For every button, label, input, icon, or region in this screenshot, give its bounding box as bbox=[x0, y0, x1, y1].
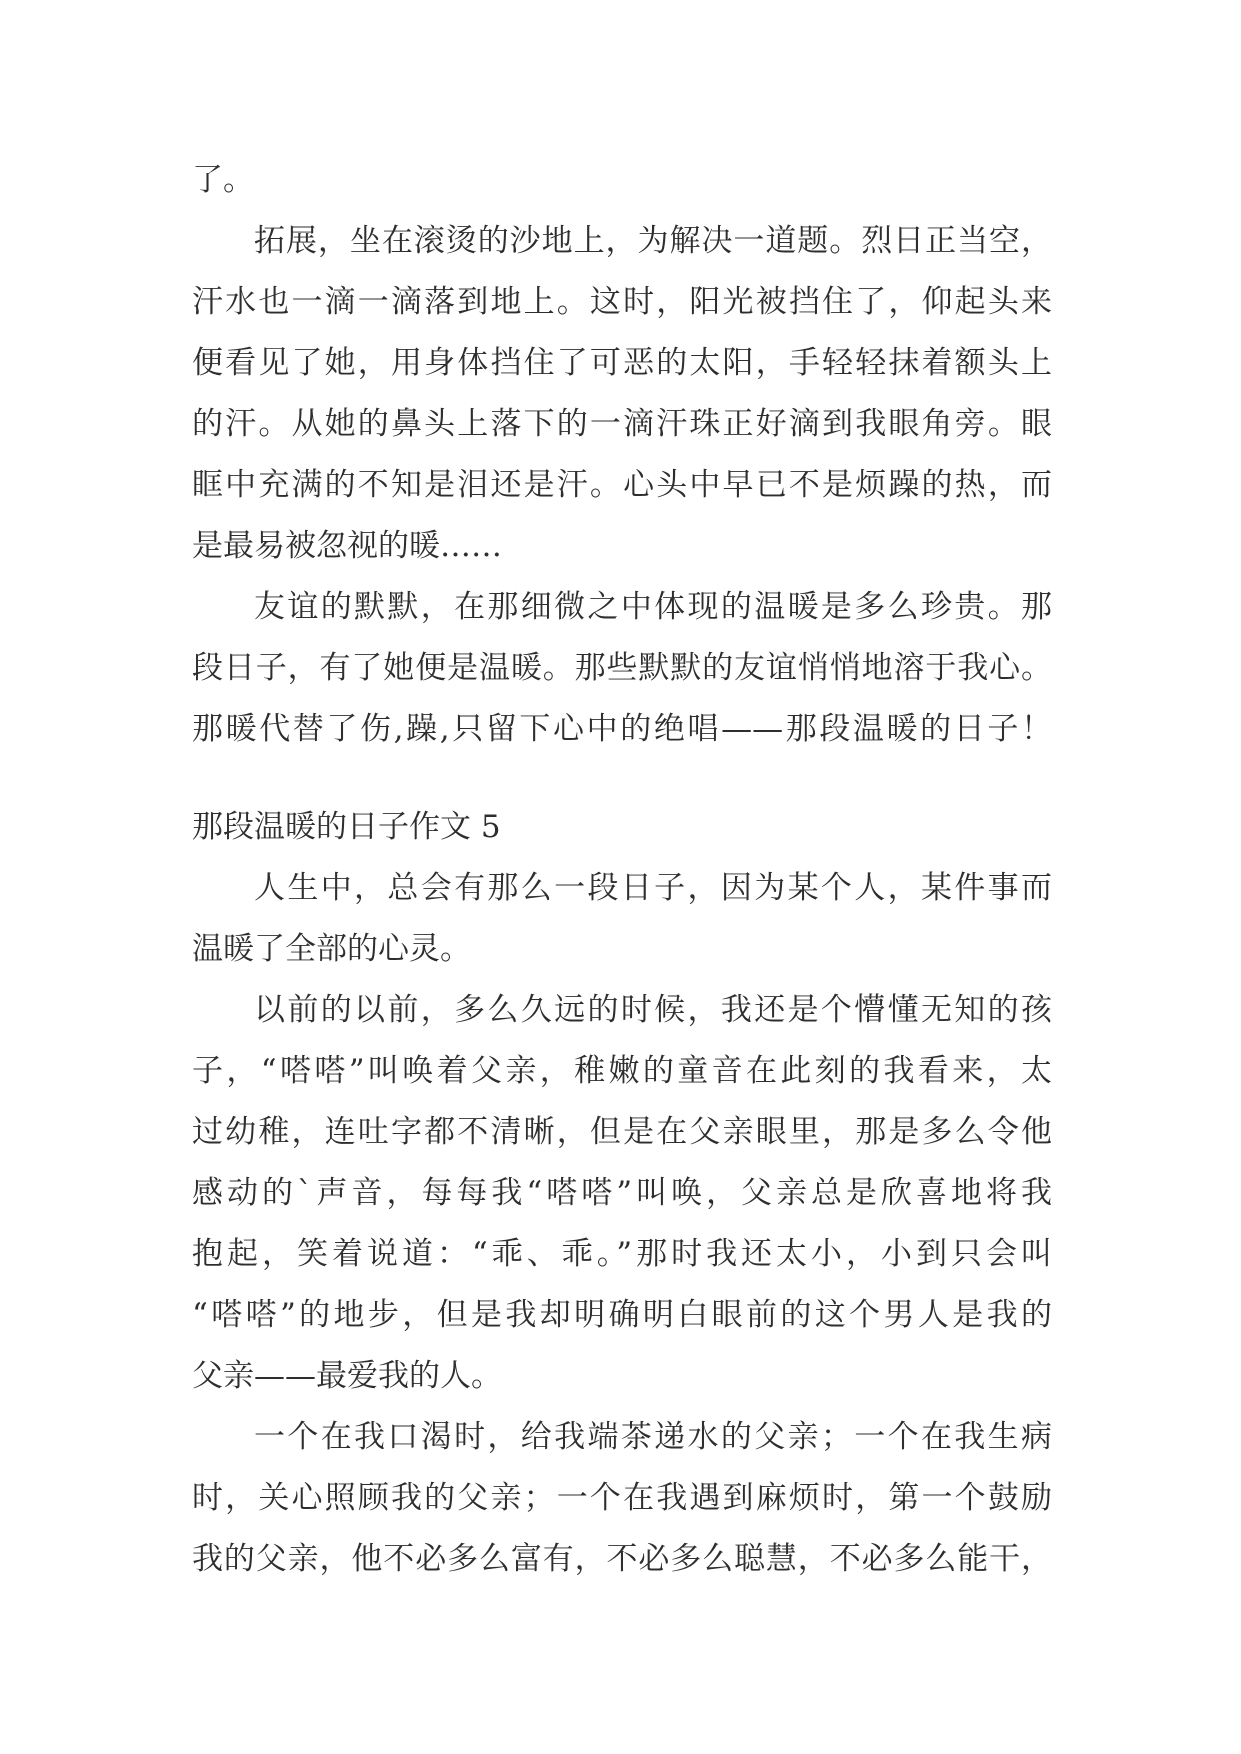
text-line: 抱起，笑着说道：“乖、乖。”那时我还太小，小到只会叫 bbox=[192, 1236, 1052, 1272]
paragraph-first-line: 友谊的默默，在那细微之中体现的温暖是多么珍贵。那 bbox=[254, 589, 1052, 625]
text-line: 温暖了全部的心灵。 bbox=[192, 931, 471, 967]
text-line: 便看见了她，用身体挡住了可恶的太阳，手轻轻抹着额头上 bbox=[192, 345, 1052, 381]
text-line: 父亲——最爱我的人。 bbox=[192, 1358, 502, 1394]
text-line: 汗水也一滴一滴落到地上。这时，阳光被挡住了，仰起头来 bbox=[192, 284, 1052, 320]
text-line: “嗒嗒”的地步，但是我却明确明白眼前的这个男人是我的 bbox=[192, 1297, 1052, 1333]
text-line: 时，关心照顾我的父亲；一个在我遇到麻烦时，第一个鼓励 bbox=[192, 1480, 1052, 1516]
text-line: 的汗。从她的鼻头上落下的一滴汗珠正好滴到我眼角旁。眼 bbox=[192, 406, 1052, 442]
text-line: 是最易被忽视的暖…… bbox=[192, 528, 502, 564]
paragraph-first-line: 拓展，坐在滚烫的沙地上，为解决一道题。烈日正当空， bbox=[254, 223, 1052, 259]
text-line: 子，“嗒嗒”叫唤着父亲，稚嫩的童音在此刻的我看来，太 bbox=[192, 1053, 1052, 1089]
text-line: 我的父亲，他不必多么富有，不必多么聪慧，不必多么能干， bbox=[192, 1541, 1052, 1577]
text-line: 感动的`声音，每每我“嗒嗒”叫唤，父亲总是欣喜地将我 bbox=[192, 1175, 1052, 1211]
text-line: 了。 bbox=[192, 162, 254, 198]
section-heading: 那段温暖的日子作文 5 bbox=[192, 809, 501, 845]
document-page bbox=[192, 0, 1052, 1754]
paragraph-first-line: 人生中，总会有那么一段日子，因为某个人，某件事而 bbox=[254, 870, 1052, 906]
text-line: 过幼稚，连吐字都不清晰，但是在父亲眼里，那是多么令他 bbox=[192, 1114, 1052, 1150]
text-line: 段日子，有了她便是温暖。那些默默的友谊悄悄地溶于我心。 bbox=[192, 650, 1052, 686]
text-line: 那暖代替了伤,躁,只留下心中的绝唱——那段温暖的日子！ bbox=[192, 711, 1052, 747]
text-line: 眶中充满的不知是泪还是汗。心头中早已不是烦躁的热，而 bbox=[192, 467, 1052, 503]
paragraph-first-line: 以前的以前，多么久远的时候，我还是个懵懂无知的孩 bbox=[254, 992, 1052, 1028]
paragraph-first-line: 一个在我口渴时，给我端茶递水的父亲；一个在我生病 bbox=[254, 1419, 1052, 1455]
